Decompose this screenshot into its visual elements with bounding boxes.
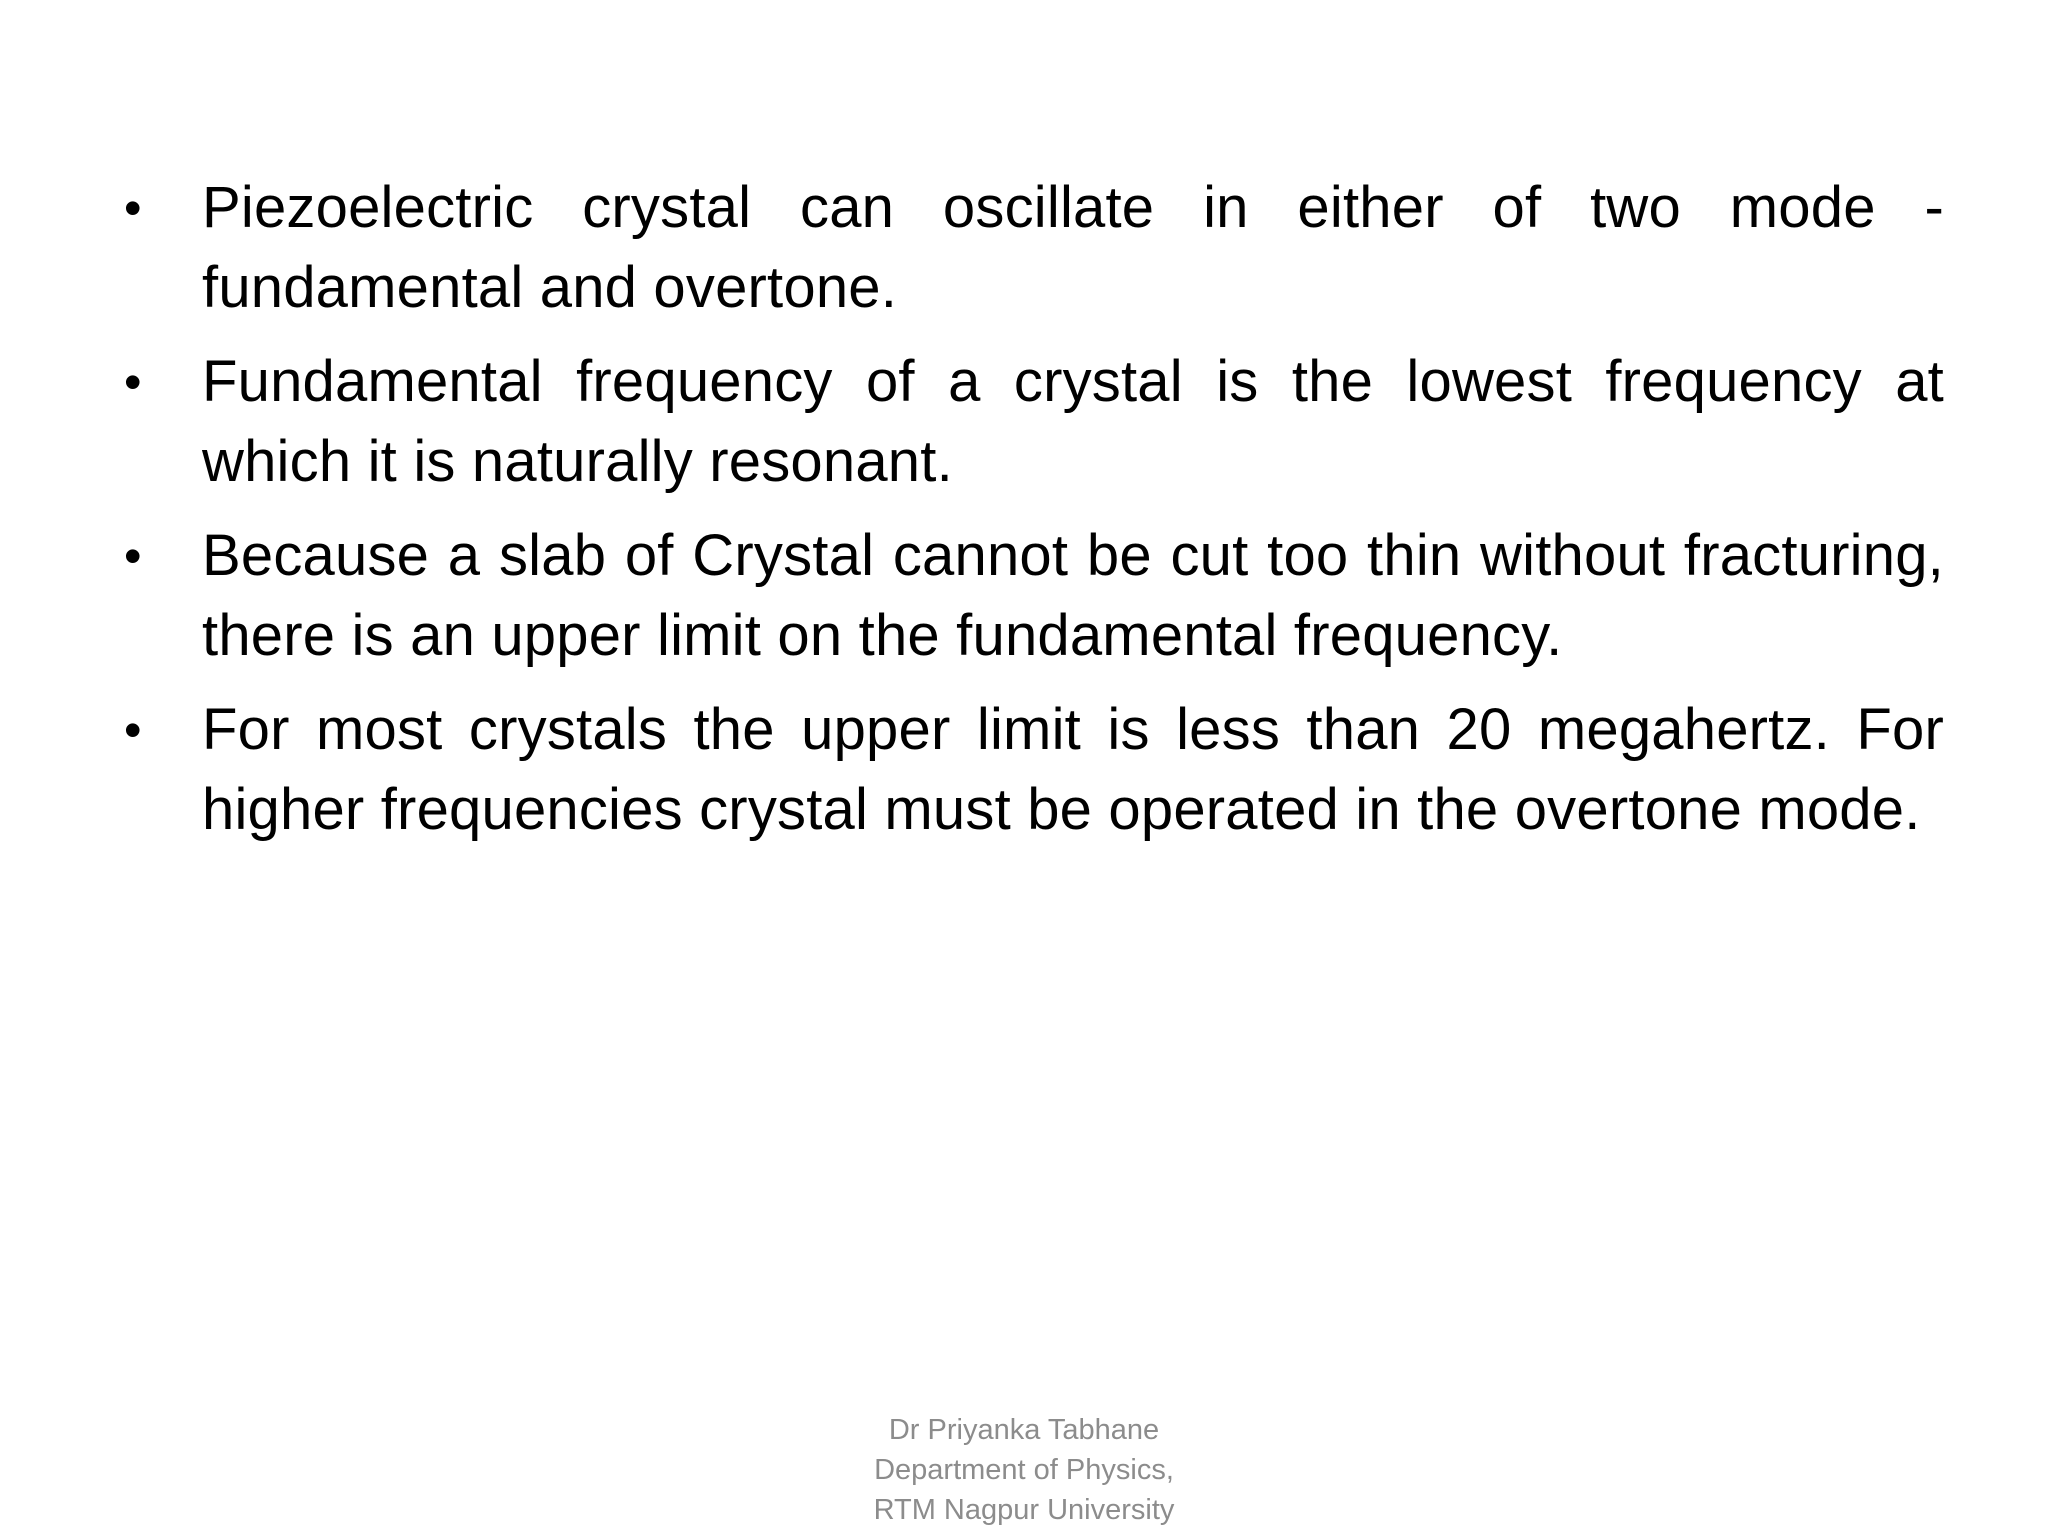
bullet-marker: •	[124, 528, 142, 584]
bullet-text: For most crystals the upper limit is less than 20 megahertz. For higher frequencies crystal must be operated in the overtone mode.	[202, 697, 1944, 842]
bullet-marker: •	[124, 702, 142, 758]
bullet-marker: •	[124, 354, 142, 410]
bullet-marker: •	[124, 180, 142, 236]
bullet-text: Piezoelectric crystal can oscillate in either of two mode - fundamental and overtone.	[202, 175, 1944, 320]
department-name: Department of Physics,	[874, 1454, 1174, 1486]
bullet-item	[120, 168, 1944, 328]
bullet-text: Because a slab of Crystal cannot be cut too thin without fracturing, there is an upper limit on the fundamental frequency.	[202, 523, 1944, 668]
university-name: RTM Nagpur University	[873, 1494, 1175, 1526]
bullet-text: Fundamental frequency of a crystal is the lowest frequency at which it is naturally resonant.	[202, 349, 1944, 494]
author-name: Dr Priyanka Tabhane	[888, 1414, 1160, 1446]
bullet-item	[120, 516, 1944, 676]
author-footer	[0, 1410, 2048, 1530]
bullet-list	[120, 168, 1944, 864]
bullet-item	[120, 342, 1944, 502]
bullet-item	[120, 690, 1944, 850]
